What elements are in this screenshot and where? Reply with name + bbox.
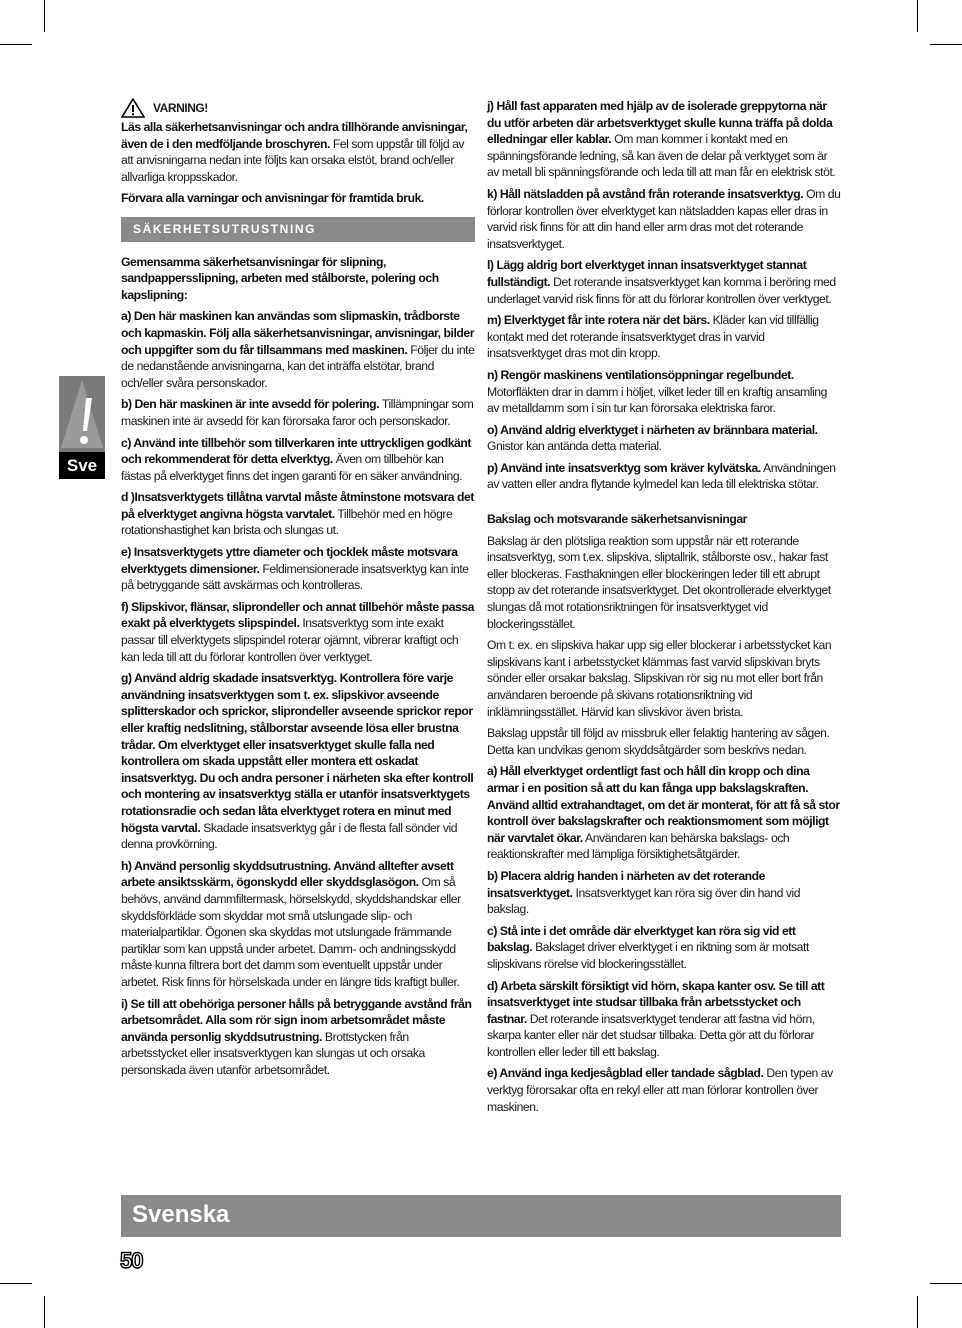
rule-o: o) Använd aldrig elverktyget i närheten av brännbara material. Gnistor kan antända detta material. <box>487 422 818 454</box>
intro-heading: Gemensamma säkerhetsanvisningar för slipning, sandpappersslipning, arbeten med stålborste, polering och kapslipning: <box>121 254 439 302</box>
kickback-rule-c: c) Stå inte i det område där elverktyget kan röra sig vid ett bakslag. Bakslaget driver elverktyget i en riktning som är motsatt slipskivans rörelse vid blockeringsstället. <box>487 923 809 971</box>
kickback-rule-b: b) Placera aldrig handen i närheten av det roterande insatsverktyget. Insatsverktyget kan röra sig över din hand vid bakslag. <box>487 868 801 917</box>
rule-a: a) Den här maskinen kan användas som slipmaskin, trådborste och kapmaskin. Följ alla säkerhetsanvisningar, anvisningar, bilder och uppgifter som du får tillsammans med maskinen. Följer du inte de nedanstående anvisningarna, kan det inträffa elstötar, brand och/eller svåra personskador. <box>121 309 475 390</box>
crop-mark <box>917 1296 918 1328</box>
footer-language-label: Svenska <box>132 1201 230 1228</box>
rule-m: m) Elverktyget får inte rotera när det bärs. Kläder kan vid tillfällig kontakt med det roterande insatsverktyget dras in varvid insatsverktyget dras mot din kropp. <box>487 313 819 361</box>
rule-g: g) Använd aldrig skadade insatsverktyg. Kontrollera före varje användning insatsverktygen som t. ex. slipskivor avseende splitterskador och sprickor, sliprondeller avseende sprickor repor eller kraftig nedslitning, stålborstar avseende lösa eller brustna trådar. Om elverktyget eller insatsverktyget skulle falla ned kontrollera om skada uppstått eller montera ett oskadat insatsverktyg. Du och andra personer i närheten ska efter kontroll och montering av insatsverktyg ställa er utanför insatsverktygets rotationsradie och sedan låta elverktyget rotera en minut med högsta varvtal. Skadade insatsverktyg går i de flesta fall sönder vid denna provkörning. <box>121 671 474 852</box>
language-tab-label: Sve <box>59 452 105 479</box>
kickback-paragraph: Om t. ex. en slipskiva hakar upp sig eller blockerar i arbetsstycket kan slipskivans kant i arbetsstycket klämmas fast varvid slipskivan bryts sönder eller orsakar bakslag. Slipskivan rör sig nu mot eller bort från användaren beroende på skivans rotationsriktning vid inklämningsstället. Härvid kan slivskivor även brista. <box>487 638 832 719</box>
crop-mark <box>917 0 918 32</box>
rule-n: n) Rengör maskinens ventilationsöppningar regelbundet. Motorfläkten drar in damm i höljet, vilket leder till en kraftig ansamling av metalldamm som i sin tur kan förorsaka elektriska faror. <box>487 367 827 416</box>
rule-e: e) Insatsverktygets yttre diameter och tjocklek måste motsvara elverktygets dimensioner. Feldimensionerade insatsverktyg kan inte på betryggande sätt avskärmas och kontrolleras. <box>121 545 469 593</box>
left-column <box>121 98 475 1083</box>
rule-l: l) Lägg aldrig bort elverktyget innan insatsverktyget stannat fullständigt. Det roterande insatsverktyget kan komma i beröring med underlaget varvid risk finns för att du förlorar kontrollen över verktyget. <box>487 258 836 306</box>
rule-i: i) Se till att obehöriga personer hålls på betryggande avstånd från arbetsområdet. Alla som rör sign inom arbetsområdet måste använda personlig skyddsutrustning. Brottstycken från arbetsstycket eller insatsverktygen kan slungas ut och orsaka personskada även utanför arbetsområdet. <box>121 996 472 1077</box>
warning-triangle-icon <box>121 98 145 118</box>
crop-mark <box>0 1283 32 1284</box>
rule-b: b) Den här maskinen är inte avsedd för polering. Tillämpningar som maskinen inte är avsedd för kan förorsaka faror och personskador. <box>121 397 474 428</box>
rule-p: p) Använd inte insatsverktyg som kräver kylvätska. Användningen av vatten eller andra flytande kylmedel kan leda till elektriska stötar. <box>487 460 836 492</box>
kickback-paragraph: Bakslag uppstår till följd av missbruk eller felaktig hantering av sågen. Detta kan undvikas genom skyddsåtgärder som beskrivs nedan. <box>487 726 830 757</box>
crop-mark <box>930 44 962 45</box>
kickback-paragraph: Bakslag är den plötsliga reaktion som uppstår när ett roterande insatsverktyg, som t.ex. slipskiva, sliptallrik, stålborste osv., hakar fast eller blockeras. Fasthakningen eller blockeringen leder till ett abrupt stopp av det roterande insatsverktyget. Det okontrollerade elverktyget slungas då mot rotationsriktningen för insatsverktyget vid blockeringsstället. <box>487 533 831 631</box>
section-heading-bar: SÄKERHETSUTRUSTNING <box>121 217 475 242</box>
warning-heading <box>121 98 475 118</box>
crop-mark <box>44 0 45 32</box>
language-side-tab <box>59 376 105 479</box>
right-column <box>487 98 841 1120</box>
rule-k: k) Håll nätsladden på avstånd från roterande insatsverktyg. Om du förlorar kontrollen över elverktyget kan nätsladden kapas eller dras in varvid risk finns för att din hand eller arm dras mot det roterande insatsverktyget. <box>487 186 841 251</box>
warning-exclamation-icon <box>59 376 105 452</box>
warning-keep-note: Förvara alla varningar och anvisningar för framtida bruk. <box>121 191 424 206</box>
warning-paragraph: Läs alla säkerhetsanvisningar och andra tillhörande anvisningar, även de i den medföljande broschyren. Fel som uppstår till följd av att anvisningarna nedan inte följts kan orsaka elstöt, brand och/eller allvarliga kroppsskador. <box>121 120 468 184</box>
warning-title: VARNING! <box>153 100 208 115</box>
rule-h: h) Använd personlig skyddsutrustning. Använd alltefter avsett arbete ansiktsskärm, ögonskydd eller skyddsglasögon. Om så behövs, använd dammfiltermask, hörselskydd, skyddshandskar eller skyddsförkläde som skyddar mot små utslungade slip- och materialpartiklar. Ögonen ska skyddas mot utslungade främmande partiklar som kan uppstå under arbetet. Damm- och andningsskydd måste kunna filtrera bort det damm som eventuellt uppstår under arbetet. Risk finns för hörselskada under en längre tids kraftigt buller. <box>121 858 461 989</box>
kickback-rule-e: e) Använd inga kedjesågblad eller tandade sågblad. Den typen av verktyg förorsakar ofta en rekyl eller att man förlorar kontrollen över maskinen. <box>487 1066 833 1114</box>
kickback-rule-a: a) Håll elverktyget ordentligt fast och håll din kropp och dina armar i en position så att du kan fånga upp bakslagskraften. Använd alltid extrahandtaget, om det är monterat, för att få så stor kontroll över bakslagskrafter och reaktionsmoment som möjligt när varvtalet ökar. Användaren kan behärska bakslags- och reaktionskrafter med lämpliga försiktighetsåtgärder. <box>487 764 840 862</box>
rule-f: f) Slipskivor, flänsar, sliprondeller och annat tillbehör måste passa exakt på elverktygets slipspindel. Insatsverktyg som inte exakt passar till elverktygets slipspindel roterar ojämnt, vibrerar kraftigt och kan leda till att du förlorar kontrollen över verktyget. <box>121 599 474 664</box>
footer-language-bar <box>121 1195 841 1237</box>
page-number: 50 <box>120 1248 143 1273</box>
rule-d: d )Insatsverktygets tillåtna varvtal måste åtminstone motsvara det på elverktyget angivna högsta varvtalet. Tillbehör med en högre rotationshastighet kan brista och slungas ut. <box>121 490 474 538</box>
crop-mark <box>44 1296 45 1328</box>
kickback-rule-d: d) Arbeta särskilt försiktigt vid hörn, skapa kanter osv. Se till att insatsverktyget inte studsar tillbaka från arbetsstycket och fastnar. Det roterande insatsverktyget tenderar att fastna vid hörn, skarpa kanter eller när det studsar tillbaka. Detta gör att du förlorar kontrollen eller leder till ett bakslag. <box>487 978 825 1059</box>
rule-c: c) Använd inte tillbehör som tillverkaren inte uttryckligen godkänt och rekommenderat för detta elverktyg. Även om tillbehör kan fästas på elverktyget finns det ingen garanti för en säker användning. <box>121 435 471 483</box>
rule-j: j) Håll fast apparaten med hjälp av de isolerade greppytorna när du utför arbeten där arbetsverktyget skulle kunna träffa på dolda elledningar eller kablar. Om man kommer i kontakt med en spänningsförande ledning, så kan även de delar på verktyget som är av metall bli spänningsförande och leda till att man får en elektrisk stöt. <box>487 99 836 180</box>
crop-mark <box>930 1283 962 1284</box>
crop-mark <box>0 44 32 45</box>
kickback-heading: Bakslag och motsvarande säkerhetsanvisningar <box>487 512 747 527</box>
